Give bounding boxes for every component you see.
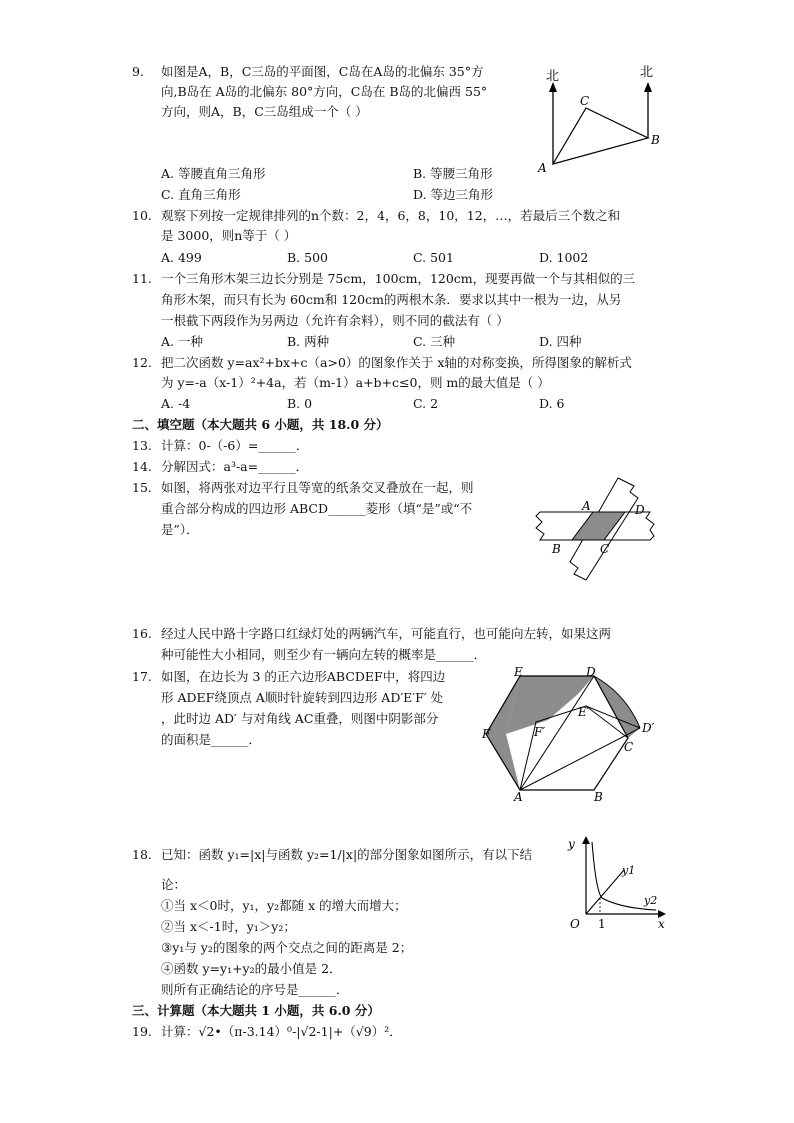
- q11-number: 11.: [132, 271, 152, 286]
- q17-line-2: 形 ADEF绕顶点 A顺时针旋转到四边形 AD′E′F′ 处: [161, 690, 444, 705]
- q10-option-b: B. 500: [287, 250, 328, 265]
- point-b: B: [552, 542, 561, 556]
- q19-text: 计算：√2•（π-3.14）⁰-|√2-1|+（√9）²．: [161, 1024, 402, 1039]
- q12-option-c: C. 2: [413, 396, 439, 411]
- q19-number: 19.: [132, 1024, 152, 1039]
- q11-line-2: 角形木架，而只有长为 60cm和 120cm的两根木条．要求以其中一根为一边，从另: [161, 292, 622, 307]
- q12-option-d: D. 6: [539, 396, 565, 411]
- q9-option-a: A. 等腰直角三角形: [161, 166, 266, 181]
- north-label-right: 北: [640, 65, 654, 80]
- q14-number: 14.: [132, 459, 152, 474]
- q10-number: 10.: [132, 208, 152, 223]
- q9-option-d: D. 等边三角形: [413, 187, 494, 202]
- point-b: B: [651, 133, 660, 147]
- q15-figure: [530, 476, 665, 586]
- q15-number: 15.: [132, 480, 152, 495]
- axis-y-label: y: [568, 837, 575, 851]
- q18-line-1: 已知：函数 y₁=|x|与函数 y₂=1/|x|的部分图象如图所示，有以下结: [161, 847, 533, 862]
- point-a: A: [514, 790, 523, 804]
- q11-option-b: B. 两种: [287, 334, 330, 349]
- section-3-heading: 三、计算题（本大题共 1 小题，共 6.0 分）: [132, 1003, 380, 1018]
- point-d-prime: D′: [642, 721, 655, 735]
- axis-x-label: x: [658, 917, 665, 931]
- point-a: A: [582, 499, 591, 513]
- q9-option-c: C. 直角三角形: [161, 187, 241, 202]
- q12-option-a: A. -4: [161, 396, 191, 411]
- point-a: A: [538, 161, 547, 175]
- q11-option-a: A. 一种: [161, 334, 203, 349]
- q16-number: 16.: [132, 626, 152, 641]
- q18-line-5: ③y₁与 y₂的图象的两个交点之间的距离是 2；: [161, 940, 413, 955]
- q18-line-7: 则所有正确结论的序号是______．: [161, 982, 349, 997]
- q17-number: 17.: [132, 669, 152, 684]
- point-d: D: [635, 503, 645, 517]
- q11-option-c: C. 三种: [413, 334, 456, 349]
- q12-line-2: 为 y=-a（x-1）²+4a，若（m-1）a+b+c≤0，则 m的最大值是（ ）: [161, 375, 550, 390]
- q17-line-4: 的面积是______．: [161, 732, 262, 747]
- q15-line-1: 如图，将两张对边平行且等宽的纸条交叉叠放在一起，则: [161, 480, 474, 495]
- point-d: D: [586, 665, 596, 679]
- curve-y2-label: y2: [644, 894, 658, 907]
- q15-line-2: 重合部分构成的四边形 ABCD______菱形（填“是”或“不: [161, 501, 473, 516]
- q17-line-1: 如图，在边长为 3 的正六边形ABCDEF中，将四边: [161, 669, 446, 684]
- point-f-prime: F′: [534, 725, 546, 739]
- point-c: C: [580, 94, 590, 108]
- q11-line-1: 一个三角形木架三边长分别是 75cm，100cm，120cm，现要再做一个与其相似的三: [161, 271, 636, 286]
- q10-line-1: 观察下列按一定规律排列的n个数：2，4，6，8，10，12，…，若最后三个数之和: [161, 208, 621, 223]
- q10-option-d: D. 1002: [539, 250, 589, 265]
- q18-line-2: 论：: [161, 877, 187, 892]
- q18-number: 18.: [132, 847, 152, 862]
- q12-line-1: 把二次函数 y=ax²+bx+c（a>0）的图象作关于 x轴的对称变换，所得图象的解析式: [161, 355, 632, 370]
- origin-label: O: [570, 917, 580, 931]
- point-c: C: [600, 542, 610, 556]
- q13-text: 计算：0-（-6）=______．: [161, 438, 309, 453]
- point-b: B: [594, 790, 603, 804]
- q9-figure: [530, 60, 670, 180]
- q16-line-1: 经过人民中路十字路口红绿灯处的两辆汽车，可能直行，也可能向左转，如果这两: [161, 626, 612, 641]
- q15-line-3: 是”）．: [161, 522, 199, 537]
- q11-option-d: D. 四种: [539, 334, 582, 349]
- q18-line-6: ④函数 y=y₁+y₂的最小值是 2．: [161, 961, 342, 976]
- q16-line-2: 种可能性大小相同，则至少有一辆向左转的概率是______．: [161, 647, 487, 662]
- q18-line-4: ②当 x＜-1时，y₁＞y₂；: [161, 919, 296, 934]
- point-e: E: [514, 665, 523, 679]
- point-c: C: [624, 740, 634, 754]
- q18-figure: [560, 832, 670, 932]
- q12-number: 12.: [132, 355, 152, 370]
- curve-y1-label: y1: [622, 864, 636, 877]
- q9-line-3: 方向，则A，B，C三岛组成一个（ ）: [161, 104, 368, 119]
- q17-figure: [478, 664, 668, 804]
- q10-option-a: A. 499: [161, 250, 202, 265]
- q9-number: 9.: [132, 64, 144, 79]
- q13-number: 13.: [132, 438, 152, 453]
- q18-line-3: ①当 x＜0时，y₁，y₂都随 x 的增大而增大；: [161, 898, 407, 913]
- q9-line-1: 如图是A，B，C三岛的平面图，C岛在A岛的北偏东 35°方: [161, 64, 484, 79]
- tick-one: 1: [598, 917, 606, 931]
- q11-line-3: 一根截下两段作为另两边（允许有余料），则不同的截法有（ ）: [161, 313, 509, 328]
- point-f: F: [482, 727, 491, 741]
- section-2-heading: 二、填空题（本大题共 6 小题，共 18.0 分）: [132, 417, 389, 432]
- q9-line-2: 向,B岛在 A岛的北偏东 80°方向，C岛在 B岛的北偏西 55°: [161, 84, 488, 99]
- q14-text: 分解因式：a³-a=______．: [161, 459, 309, 474]
- north-label-left: 北: [546, 69, 560, 84]
- q10-option-c: C. 501: [413, 250, 454, 265]
- q17-line-3: ，此时边 AD′ 与对角线 AC重叠，则图中阴影部分: [161, 711, 439, 726]
- q10-line-2: 是 3000，则n等于（ ）: [161, 228, 297, 243]
- point-e-prime: E′: [578, 705, 590, 719]
- q9-option-b: B. 等腰三角形: [413, 166, 493, 181]
- q12-option-b: B. 0: [287, 396, 313, 411]
